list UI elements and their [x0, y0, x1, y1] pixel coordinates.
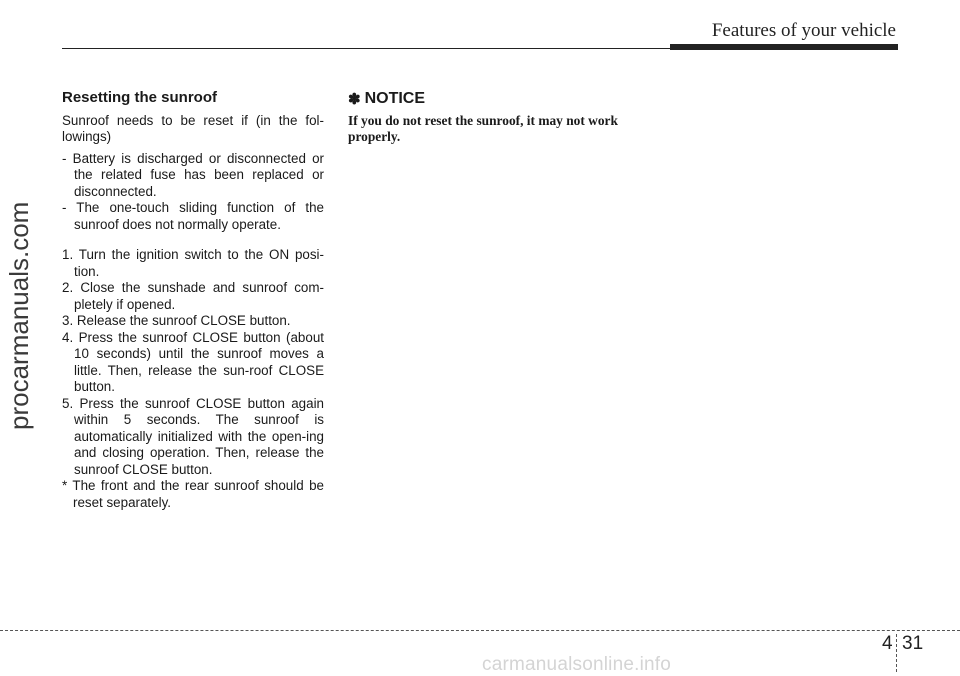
- notice-asterisk-icon: ✽: [348, 91, 361, 108]
- header-rule-thick: [670, 44, 898, 50]
- header-rule-thin: [62, 48, 670, 49]
- steps-list: [62, 247, 324, 478]
- bullet-item: - The one-touch sliding function of the sunroof does not normally operate.: [62, 200, 324, 232]
- footnote: * The front and the rear sunroof should be reset separately.: [62, 478, 324, 510]
- chapter-number: 4: [882, 633, 893, 654]
- footer-divider: [896, 634, 897, 672]
- bottom-watermark: carmanualsonline.info: [482, 654, 672, 675]
- step-item: 3. Release the sunroof CLOSE button.: [62, 313, 291, 328]
- step-item: 4. Press the sunroof CLOSE button (about 10 seconds) until the sunroof moves a little. Then, release the sun-roof CLOSE button.: [62, 329, 324, 394]
- resetting-heading: Resetting the sunroof: [62, 89, 218, 106]
- step-item: 1. Turn the ignition switch to the ON posi-tion.: [62, 247, 324, 279]
- footer-rule: [0, 630, 960, 631]
- step-item: 2. Close the sunshade and sunroof com-pletely if opened.: [62, 280, 324, 312]
- notice-text: If you do not reset the sunroof, it may not work properly.: [348, 113, 618, 144]
- notice-box: [348, 90, 618, 144]
- intro-text: Sunroof needs to be reset if (in the fol-lowings): [62, 112, 324, 144]
- notice-title-text: NOTICE: [364, 90, 426, 107]
- section-title: Features of your vehicle: [711, 20, 896, 41]
- notice-title: [348, 90, 618, 108]
- bullet-item: - Battery is discharged or disconnected or the related fuse has been replaced or disconnected.: [62, 150, 324, 199]
- page-number: 31: [902, 633, 924, 654]
- side-watermark: procarmanuals.com: [4, 201, 34, 430]
- left-column: [62, 90, 324, 511]
- step-item: 5. Press the sunroof CLOSE button again within 5 seconds. The sunroof is automatically initialized with the open-ing and closing operation. Then, release the sunroof CLOSE button.: [62, 395, 324, 477]
